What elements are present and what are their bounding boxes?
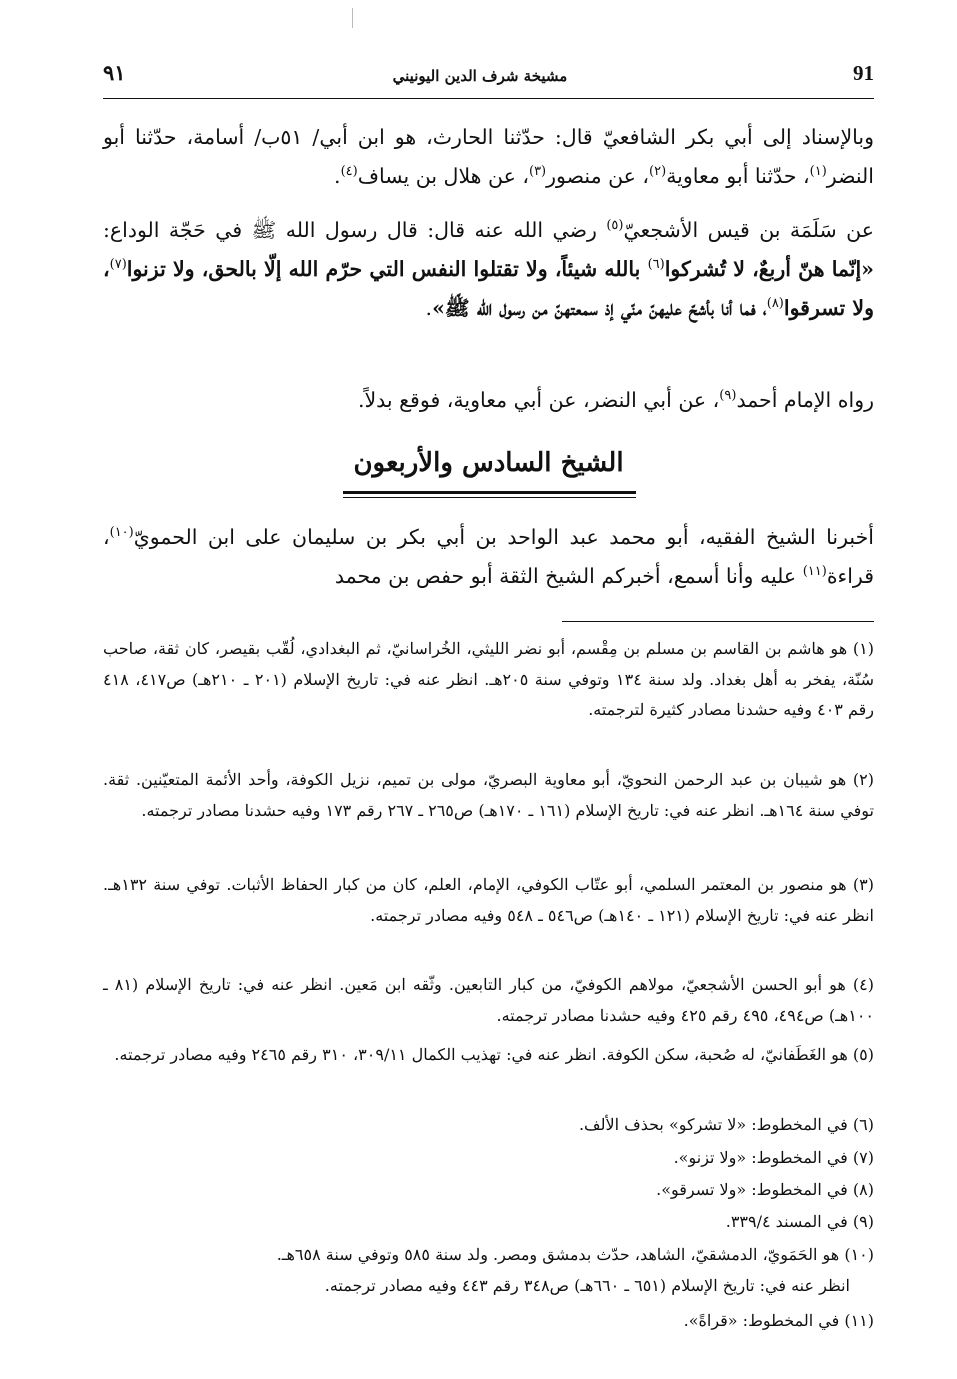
akhbarana-text: أخبرنا الشيخ الفقيه، أبو محمد عبد الواحد بن أبي بكر بن سليمان على ابن الحمويّ [133,525,874,549]
riwaya-text: رواه الإمام أحمد [736,388,874,412]
footnote-10 [103,1240,874,1301]
hadith-paragraph [103,211,874,328]
footnote-10-line-1: (١٠) هو الحَمَويّ، الدمشقيّ، الشاهد، حدّث بدمشق ومصر. ولد سنة ٥٨٥ وتوفي سنة ٦٥٨هـ. [276,1245,874,1264]
footnote-ref-2[interactable]: (٢) [649,164,667,180]
footnote-ref-10[interactable]: (١٠) [109,525,134,541]
hadith-text: عن سَلَمَة بن قيس الأشجعيّ [623,218,874,242]
running-title: مشيخة شرف الدين اليونيني [392,67,568,85]
footnote-2: (٢) هو شيبان بن عبد الرحمن النحويّ، أبو معاوية البصريّ، مولى بن تميم، نزيل الكوفة، وأحد الأئمة المتعيّنين. ثقة. توفي سنة ١٦٤هـ. انظر عنه في: تاريخ الإسلام (١٦١ ـ ١٧٠هـ) ص٢٦٥ ـ ٢٦٧ رقم ١٧٣ وفيه حشدنا مصادر ترجمته. [103,770,874,820]
footnote-ref-1[interactable]: (١) [809,164,827,180]
footnote-ref-7[interactable]: (٧) [109,257,127,273]
footnote-ref-4[interactable]: (٤) [340,164,358,180]
isnad-text: ، عن هلال بن يساف [357,164,529,188]
footnote-4: (٤) هو أبو الحسن الأشجعيّ، مولاهم الكوفيّ، من كبار التابعين. وثّقه ابن مَعين. انظر عنه في: تاريخ الإسلام (٨١ ـ ١٠٠هـ) ص٤٩٤، ٤٩٥ رقم ٤٢٥ وفيه حشدنا مصادر ترجمته. [103,975,875,1025]
hadith-text: رضي الله عنه قال: قال رسول الله ﷺ في حَجّة الوداع: [103,218,607,242]
isnad-text: ، حدّثنا أبو معاوية [666,164,810,188]
footnote-11: (١١) في المخطوط: «قراةً». [683,1311,874,1330]
footnote-8: (٨) في المخطوط: «ولا تسرقو». [656,1180,874,1199]
footnote-1: (١) هو هاشم بن القاسم بن مسلم بن مِقْسم، أبو نضر الليثي، الخُراسانيّ، ثم البغدادي، لُقّب بقيصر، كان ثقة، صاحب سُنّة، يفخر به أهل بغداد. ولد سنة ١٣٤ وتوفي سنة ٢٠٥هـ. انظر عنه في: تاريخ الإسلام (٢٠١ ـ ٢١٠هـ) ص٤١٧، ٤١٨ رقم ٤٠٣ وفيه حشدنا مصادر كثيرة لترجمته. [103,639,874,719]
hadith-text: . [425,296,433,320]
footnote-9: (٩) في المسند ٣٣٩/٤. [725,1212,874,1231]
footnote-separator [562,621,874,622]
isnad-text: ، عن منصور [546,164,650,188]
footnote-ref-3[interactable]: (٣) [528,164,547,180]
footnote-ref-8[interactable]: (٨) [766,296,784,312]
section-heading: الشيخ السادس والأربعون [353,448,624,478]
heading-rule-thin [343,497,636,498]
isnad-text: وبالإسناد إلى أبي بكر الشافعيّ قال: حدّثنا الحارث، هو ابن أبي/ ٥١ب/ أسامة، حدّثنا أبو النضر [103,125,874,188]
riwaya-paragraph [103,381,874,420]
footnote-ref-5[interactable]: (٥) [606,218,624,234]
hadith-matn: ، فما أنا بأشحّ عليهنّ منّي إذ سمعتهنّ من رسول الله ﷺ» [432,296,767,320]
heading-rule-thick [343,491,636,494]
footnote-ref-6[interactable]: (٦) [647,257,665,273]
footnote-7: (٧) في المخطوط: «ولا تزنو». [673,1148,874,1167]
hadith-matn: «إنّما هنّ أربعٌ، لا تُشركوا [664,257,874,281]
hadith-matn: بالله شيئاً، ولا تقتلوا النفس التي حرّم الله إلّا بالحق، ولا تزنوا [126,257,648,281]
page-number-latin: 91 [853,61,874,85]
akhbarana-paragraph [103,518,874,596]
akhbarana-text: عليه وأنا أسمع، أخبركم الشيخ الثقة أبو حفص بن محمد [334,564,803,588]
isnad-text: . [334,164,341,188]
page-number-arabic: ٩١ [103,60,126,85]
footnote-3: (٣) هو منصور بن المعتمر السلمي، أبو عتّاب الكوفي، الإمام، العلم، كان من كبار الحفاظ الأثبات. توفي سنة ١٣٢هـ. انظر عنه في: تاريخ الإسلام (١٢١ ـ ١٤٠هـ) ص٥٤٦ ـ ٥٤٨ وفيه مصادر ترجمته. [103,875,874,925]
footnote-ref-9[interactable]: (٩) [719,388,737,404]
akhbarana-text: ، قراءة [103,525,874,588]
footnote-6: (٦) في المخطوط: «لا تشركو» بحذف الألف. [578,1115,874,1134]
scan-margin-mark [352,8,354,28]
footnote-ref-11[interactable]: (١١) [802,564,827,580]
isnad-paragraph [103,118,874,196]
riwaya-text: ، عن أبي النضر، عن أبي معاوية، فوقع بدلاً. [357,388,720,412]
footnote-10-line-2: انظر عنه في: تاريخ الإسلام (٦٥١ ـ ٦٦٠هـ) ص٣٤٨ رقم ٤٤٣ وفيه مصادر ترجمته. [324,1275,850,1295]
header-rule [103,98,874,99]
hadith-matn: ، ولا تسرقوا [103,257,874,320]
footnote-5: (٥) هو الغَطَفانيّ، له صُحبة، سكن الكوفة. انظر عنه في: تهذيب الكمال ٣٠٩/١١، ٣١٠ رقم ٢٤٦٥ وفيه مصادر ترجمته. [114,1045,874,1064]
